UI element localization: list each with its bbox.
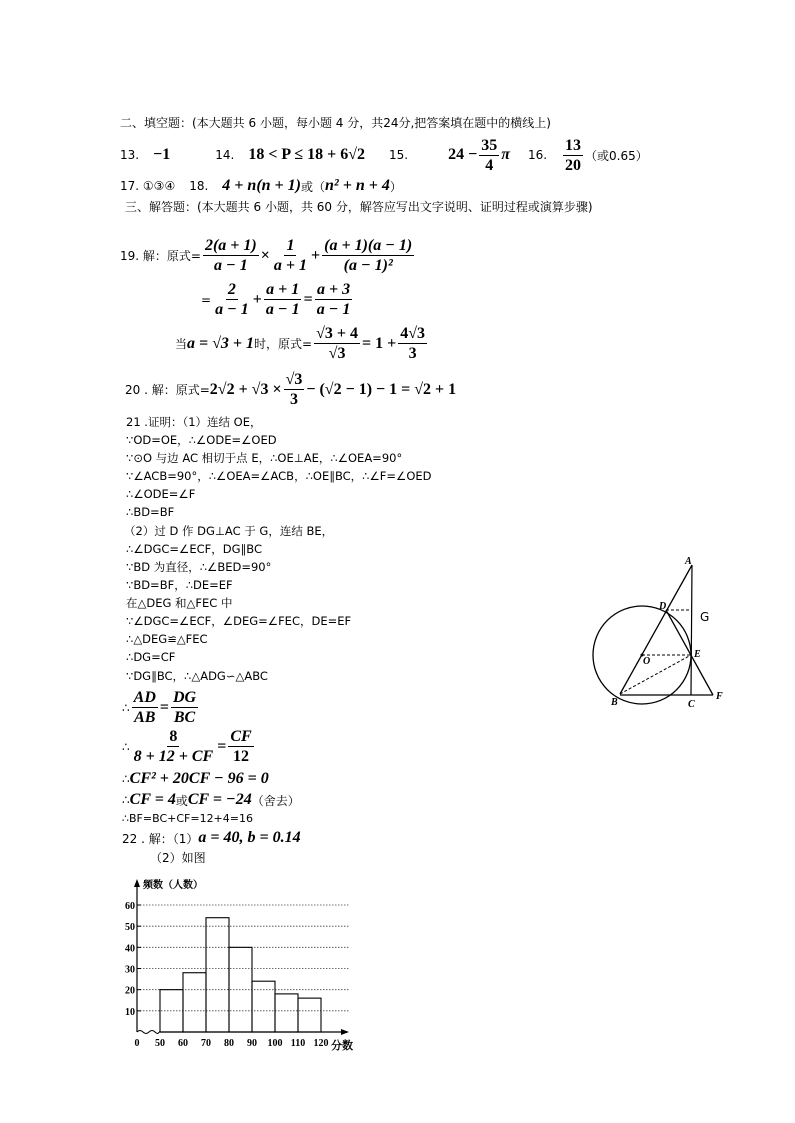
label-f: F [716,691,723,702]
q19-line3 [175,324,429,363]
histogram-bar [275,994,298,1032]
x-tick-label: 50 [155,1038,165,1049]
q15-pi: π [501,146,510,163]
equals: = [159,698,169,716]
y-tick-label: 40 [125,943,135,955]
times-sign: × [260,246,270,264]
x-tick-label: 70 [201,1038,211,1049]
fraction: $\frac{AD}{AB}$ [133,689,156,726]
root1: CF = 4 [129,791,176,808]
plus-sign: + [252,290,262,308]
y-tick-label: 50 [125,922,135,934]
q17-answer: ①③④ [142,179,176,193]
therefore: ∴ [122,700,130,715]
q21-ratio1 [122,688,200,727]
proof-line: ∵BD=BF，∴DE=EF [126,578,233,592]
proof-line: （2）过 D 作 DG⊥AC 于 G，连结 BE， [124,524,334,538]
y-axis-label: 频数（人数） [143,880,203,891]
fraction: $\frac{√3}{3}$ [285,371,303,408]
label-g: G [700,610,710,624]
y-axis-arrow [134,879,140,887]
histogram-chart [125,875,365,1055]
q16-fraction: $\frac{13}{20}$ [565,136,582,174]
answer-row-17-18 [120,177,402,195]
equals: = [201,292,212,307]
therefore: ∴ [122,793,130,807]
expr: 2√2 + √3 × [209,380,282,398]
q18-number: 18. [189,179,209,193]
section2-heading: 二、填空题：(本大题共 6 小题，每小题 4 分，共24分,把答案填在题中的横线上) [120,116,551,130]
q15-fraction: $\frac{35}{4}$ [481,136,498,174]
label-o: O [643,656,651,667]
q18-close: ） [389,179,402,194]
q14-number: 14. [215,148,235,162]
q22-label: 22 . 解：（1） [122,831,199,846]
q18-answer2: n² + n + 4 [325,177,390,194]
q22-line1 [122,829,301,847]
proof-line: ∵DG∥BC，∴△ADG∽△ABC [126,669,268,683]
y-tick-label: 20 [125,985,135,997]
proof-line: ∴∠ODE=∠F [126,487,196,501]
q21-ratio2 [122,727,256,766]
proof-line: ∴△DEG≌△FEC [126,632,208,646]
histogram-bar [183,973,206,1032]
line-ac [691,565,692,695]
label-a: A [685,556,692,567]
fraction: $\frac{1}{a + 1}$ [273,237,307,274]
q21-final: ∴BF=BC+CF=12+4=16 [122,812,253,825]
proof-line: ∵⊙O 与边 AC 相切于点 E，∴OE⊥AE，∴∠OEA=90° [126,451,403,465]
q15-number: 15. [389,148,409,162]
q15-answer-pre: 24 − [448,146,478,163]
q20-label: 20 . 解：原式= [125,383,210,397]
q21-equation [122,770,269,788]
histogram-bar [298,998,321,1032]
fraction: $\frac{a + 3}{a - 1}$ [316,281,351,318]
proof-line: 21 .证明：（1）连结 OE， [126,415,262,429]
therefore: ∴ [122,739,130,754]
x-tick-label: 80 [224,1038,234,1049]
x-tick-label: 0 [134,1038,140,1049]
fraction: $\frac{CF}{12}$ [230,728,252,765]
q18-answer1: 4 + n(n + 1) [222,177,301,194]
q19-line1 [120,236,416,275]
q16-note: （或0.65） [585,148,648,163]
x-axis-arrow [341,1029,349,1035]
section3-heading: 三、解答题：(本大题共 6 小题，共 60 分，解答应写出文字说明、证明过程或演算步骤) [125,200,593,214]
fraction: $\frac{8}{8 + 12 + CF}$ [133,728,214,765]
x-tick-label: 90 [247,1038,257,1049]
result: = 1 + [362,334,397,352]
label-b: B [611,697,618,708]
expr: − (√2 − 1) − 1 = √2 + 1 [306,380,457,398]
equals: = [303,290,313,308]
axis-break [137,1031,159,1034]
y-tick-label: 60 [125,901,135,912]
q19-label: 19. 解：原式= [120,249,201,263]
condition: a = √3 + 1 [187,334,255,352]
y-tick-label: 10 [125,1006,135,1018]
proof-line: 在△DEG 和△FEC 中 [126,596,233,610]
or: 或 [175,793,188,808]
proof-line: ∵∠DGC=∠ECF，∠DEG=∠FEC，DE=EF [126,614,352,628]
fraction: $\frac{a + 1}{a - 1}$ [265,281,300,318]
q13-number: 13. [120,148,140,162]
proof-line: ∵∠ACB=90°，∴∠OEA=∠ACB，∴OE∥BC，∴∠F=∠OED [126,469,432,483]
q22-answer: a = 40, b = 0.14 [198,829,301,846]
x-tick-label: 60 [178,1038,188,1049]
proof-line: ∴∠DGC=∠ECF，DG∥BC [126,542,263,556]
fraction: $\frac{(a + 1)(a - 1)}{\text{(a − 1)²}}$ [324,237,413,274]
q14-answer: 18 < P ≤ 18 + 6√2 [248,146,365,163]
q19-line2 [201,280,354,319]
q17-number: 17. [120,179,140,193]
fraction: $\frac{DG}{BC}$ [173,689,197,726]
therefore: ∴ [122,772,130,786]
q21-solution [122,791,300,809]
histogram-bar [206,918,229,1032]
proof-line: ∴DG=CF [126,650,176,664]
label-e: E [694,649,701,660]
label-d: D [659,601,667,612]
q16-number: 16. [527,148,548,162]
q13-answer: −1 [153,146,171,163]
text: 当 [175,337,188,351]
y-tick-label: 30 [125,964,135,976]
text: 时，原式= [254,337,313,351]
quadratic: CF² + 20CF − 96 = 0 [129,770,269,787]
fraction: $\frac{2(a + 1)}{a - 1}$ [204,237,257,274]
plus-sign: + [311,246,321,264]
proof-line: ∵OD=OE，∴∠ODE=∠OED [126,433,277,447]
fraction: $\frac{4√3}{3}$ [400,325,426,362]
discard-note: （舍去） [251,793,300,808]
fraction: $\frac{2}{a - 1}$ [215,281,249,318]
q22-part2: （2）如图 [150,851,206,865]
histogram-bar [252,981,275,1032]
geometry-figure [585,555,735,715]
label-c: C [688,699,695,710]
x-axis-label: 分数 [331,1039,353,1052]
x-tick-label: 110 [290,1038,306,1049]
equals: = [217,737,227,755]
x-tick-label: 120 [313,1038,329,1049]
answer-row-13-16 [120,136,648,174]
q18-or: 或（ [300,179,325,194]
x-tick-label: 100 [267,1038,283,1049]
proof-line: ∴BD=BF [126,505,175,519]
proof-line: ∵BD 为直径，∴∠BED=90° [126,560,272,574]
root2: CF = −24 [187,791,252,808]
q20-line [125,370,456,409]
fraction: $\frac{√3 + 4}{√3}$ [316,325,358,362]
